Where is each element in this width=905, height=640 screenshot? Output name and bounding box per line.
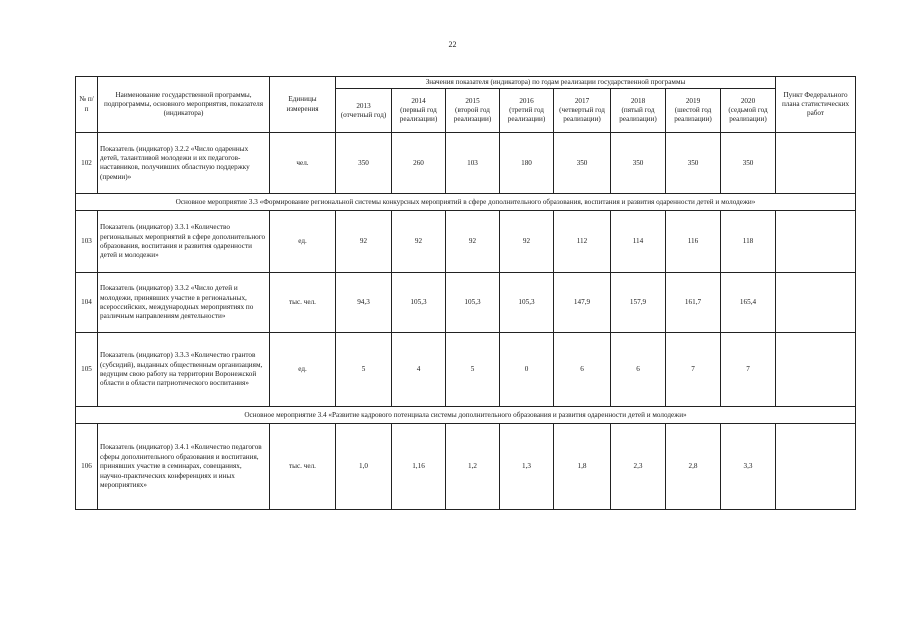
value-cell: 92 bbox=[500, 211, 554, 273]
value-cell: 1,8 bbox=[554, 424, 611, 510]
value-cell: 6 bbox=[611, 333, 666, 407]
row-number: 103 bbox=[76, 211, 98, 273]
unit-cell: тыс. чел. bbox=[270, 424, 336, 510]
section-row bbox=[76, 194, 856, 211]
value-cell: 116 bbox=[666, 211, 721, 273]
federal-plan-cell bbox=[776, 273, 856, 333]
value-cell: 92 bbox=[446, 211, 500, 273]
header-values-group: Значения показателя (индикатора) по годам реализации государственной программы bbox=[336, 77, 776, 89]
header-year: 2016 (третий год реализации) bbox=[500, 89, 554, 133]
header-year: 2017 (четвертый год реализации) bbox=[554, 89, 611, 133]
row-number: 106 bbox=[76, 424, 98, 510]
header-year: 2019 (шестой год реализации) bbox=[666, 89, 721, 133]
value-cell: 92 bbox=[336, 211, 392, 273]
value-cell: 103 bbox=[446, 133, 500, 194]
value-cell: 350 bbox=[721, 133, 776, 194]
indicator-name: Показатель (индикатор) 3.3.1 «Количество региональных мероприятий в сфере дополнительного образования, воспитания и развития одаренности детей и молодежи» bbox=[98, 211, 270, 273]
value-cell: 112 bbox=[554, 211, 611, 273]
header-federal-plan: Пункт Федерального плана статистических работ bbox=[776, 77, 856, 133]
value-cell: 350 bbox=[336, 133, 392, 194]
header-year: 2020 (седьмой год реализации) bbox=[721, 89, 776, 133]
value-cell: 7 bbox=[666, 333, 721, 407]
indicators-table bbox=[75, 76, 856, 510]
value-cell: 1,16 bbox=[392, 424, 446, 510]
value-cell: 5 bbox=[446, 333, 500, 407]
unit-cell: чел. bbox=[270, 133, 336, 194]
indicator-name: Показатель (индикатор) 3.3.3 «Количество грантов (субсидий), выданных общественным организациям, ведущим свою работу на территории Воронежской области в области патриотического воспитания» bbox=[98, 333, 270, 407]
table-row bbox=[76, 333, 856, 407]
value-cell: 5 bbox=[336, 333, 392, 407]
value-cell: 7 bbox=[721, 333, 776, 407]
indicator-name: Показатель (индикатор) 3.4.1 «Количество педагогов сферы дополнительного образования и воспитания, принявших участие в семинарах, совещаниях, научно-практических конференциях и иных мероприятиях» bbox=[98, 424, 270, 510]
value-cell: 118 bbox=[721, 211, 776, 273]
section-title: Основное мероприятие 3.3 «Формирование региональной системы конкурсных мероприятий в сфере дополнительного образования, воспитания и развития одаренности детей и молодежи» bbox=[76, 194, 856, 211]
value-cell: 1,2 bbox=[446, 424, 500, 510]
federal-plan-cell bbox=[776, 133, 856, 194]
header-year: 2018 (пятый год реализации) bbox=[611, 89, 666, 133]
federal-plan-cell bbox=[776, 333, 856, 407]
value-cell: 350 bbox=[611, 133, 666, 194]
section-title: Основное мероприятие 3.4 «Развитие кадрового потенциала системы дополнительного образования и развития одаренности детей и молодежи» bbox=[76, 407, 856, 424]
value-cell: 165,4 bbox=[721, 273, 776, 333]
value-cell: 94,3 bbox=[336, 273, 392, 333]
row-number: 104 bbox=[76, 273, 98, 333]
value-cell: 350 bbox=[554, 133, 611, 194]
table-row bbox=[76, 424, 856, 510]
value-cell: 105,3 bbox=[446, 273, 500, 333]
value-cell: 161,7 bbox=[666, 273, 721, 333]
indicator-name: Показатель (индикатор) 3.2.2 «Число одаренных детей, талантливой молодежи и их педагогов-наставников, получивших областную поддержку (премии)» bbox=[98, 133, 270, 194]
table-row bbox=[76, 273, 856, 333]
table-row bbox=[76, 133, 856, 194]
value-cell: 1,0 bbox=[336, 424, 392, 510]
value-cell: 260 bbox=[392, 133, 446, 194]
value-cell: 105,3 bbox=[392, 273, 446, 333]
federal-plan-cell bbox=[776, 424, 856, 510]
value-cell: 157,9 bbox=[611, 273, 666, 333]
value-cell: 2,3 bbox=[611, 424, 666, 510]
value-cell: 6 bbox=[554, 333, 611, 407]
value-cell: 3,3 bbox=[721, 424, 776, 510]
header-unit: Единицы измерения bbox=[270, 77, 336, 133]
header-year: 2013 (отчетный год) bbox=[336, 89, 392, 133]
row-number: 102 bbox=[76, 133, 98, 194]
section-row bbox=[76, 407, 856, 424]
value-cell: 0 bbox=[500, 333, 554, 407]
value-cell: 350 bbox=[666, 133, 721, 194]
indicator-name: Показатель (индикатор) 3.3.2 «Число детей и молодежи, принявших участие в региональных, всероссийских, международных мероприятиях по различным направлениям деятельности» bbox=[98, 273, 270, 333]
header-name: Наименование государственной программы, подпрограммы, основного мероприятия, показателя (индикатора) bbox=[98, 77, 270, 133]
unit-cell: тыс. чел. bbox=[270, 273, 336, 333]
page-number: 22 bbox=[448, 40, 457, 49]
value-cell: 114 bbox=[611, 211, 666, 273]
unit-cell: ед. bbox=[270, 333, 336, 407]
header-year: 2014 (первый год реализации) bbox=[392, 89, 446, 133]
table-row bbox=[76, 211, 856, 273]
row-number: 105 bbox=[76, 333, 98, 407]
value-cell: 92 bbox=[392, 211, 446, 273]
header-num: № п/п bbox=[76, 77, 98, 133]
federal-plan-cell bbox=[776, 211, 856, 273]
value-cell: 180 bbox=[500, 133, 554, 194]
value-cell: 1,3 bbox=[500, 424, 554, 510]
value-cell: 4 bbox=[392, 333, 446, 407]
value-cell: 105,3 bbox=[500, 273, 554, 333]
value-cell: 147,9 bbox=[554, 273, 611, 333]
unit-cell: ед. bbox=[270, 211, 336, 273]
header-year: 2015 (второй год реализации) bbox=[446, 89, 500, 133]
value-cell: 2,8 bbox=[666, 424, 721, 510]
